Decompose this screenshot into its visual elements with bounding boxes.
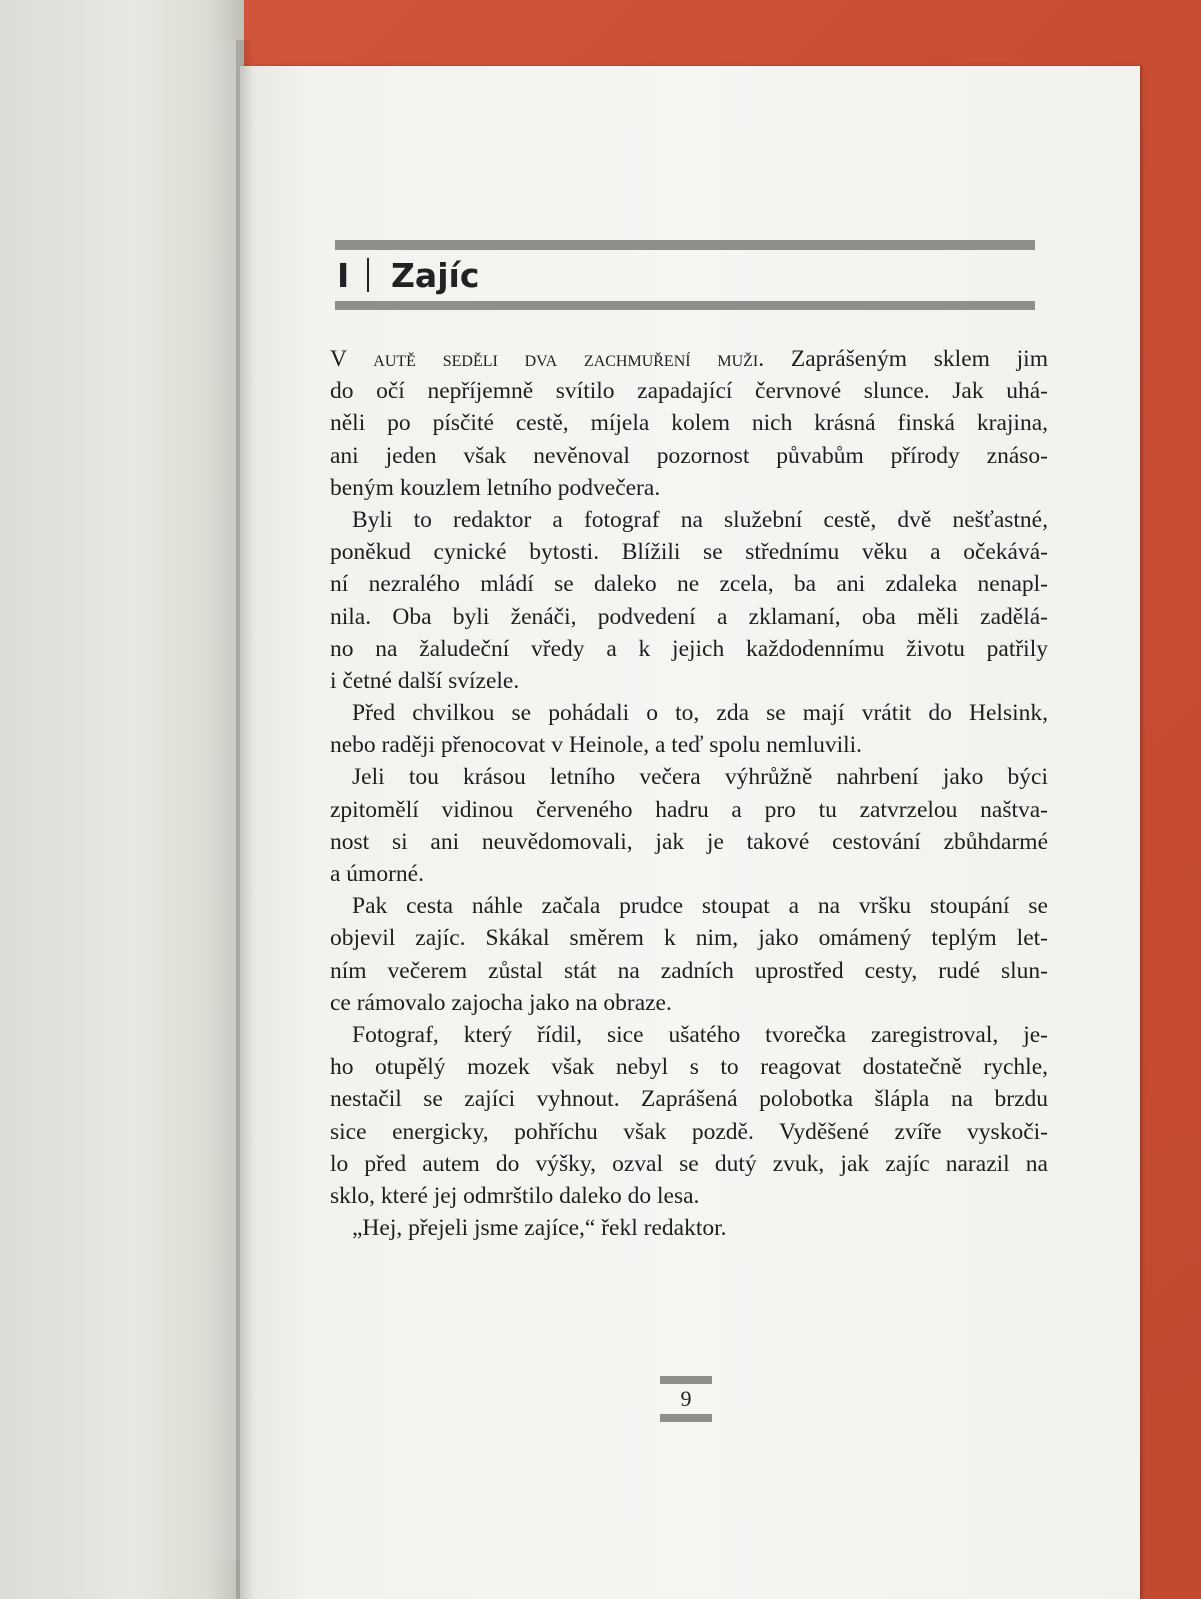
text-line: sklo, které jej odmrštilo daleko do lesa.	[330, 1182, 700, 1209]
text-line: zpitomělí vidinou červeného hadru a pro tu zatvrzelou naštva-	[330, 796, 1048, 823]
text-line: sice energicky, pohříchu však pozdě. Vyděšené zvíře vyskoči-	[330, 1118, 1048, 1145]
gutter-shadow	[236, 40, 254, 1599]
chapter-heading	[337, 250, 479, 300]
page-number-bar-bottom	[660, 1414, 712, 1422]
chapter-number: I	[337, 255, 350, 295]
opening-small-caps: V autě seděli dva zachmuření muži.	[330, 346, 765, 372]
text-line: do očí nepříjemně svítilo zapadající červnové slunce. Jak uhá-	[330, 378, 1048, 405]
text-line: ní nezralého mládí se daleko ne zcela, ba ani zdaleka nenapl-	[330, 571, 1048, 598]
text-line: Před chvilkou se pohádali o to, zda se mají vrátit do Helsink,	[352, 700, 1048, 727]
text-line: objevil zajíc. Skákal směrem k nim, jako omámený teplým let-	[330, 925, 1048, 952]
text-line: a úmorné.	[330, 861, 424, 887]
text-line: nost si ani neuvědomovali, jak je takové cestování zbůhdarmé	[330, 828, 1048, 855]
text-line: i četné další svízele.	[330, 667, 520, 694]
text-line-part: Zaprášeným sklem jim	[764, 346, 1048, 372]
page-number-block	[660, 1376, 712, 1422]
chapter-rule-bottom	[335, 301, 1035, 310]
text-line: beným kouzlem letního podvečera.	[330, 474, 661, 501]
text-line: ce rámovalo zajocha jako na obraze.	[330, 989, 672, 1016]
left-page	[0, 0, 244, 1599]
text-line: Jeli tou krásou letního večera výhrůžně nahrbení jako býci	[352, 764, 1048, 791]
text-line: poněkud cynické bytosti. Blížili se střednímu věku a očekává-	[330, 539, 1048, 566]
text-line: Pak cesta náhle začala prudce stoupat a na vršku stoupání se	[352, 893, 1048, 920]
chapter-body-text	[330, 343, 1048, 1244]
text-line: nebo raději přenocovat v Heinole, a teď spolu nemluvili.	[330, 732, 863, 759]
text-line: ním večerem zůstal stát na zadních uprostřed cesty, rudé slun-	[330, 957, 1048, 984]
chapter-separator	[367, 258, 369, 292]
page-number-bar-top	[660, 1376, 712, 1384]
text-line: „Hej, přejeli jsme zajíce,“ řekl redaktor.	[352, 1215, 727, 1242]
text-line: Byli to redaktor a fotograf na služební cestě, dvě nešťastné,	[352, 506, 1048, 533]
text-line: ho otupělý mozek však nebyl s to reagovat dostatečně rychle,	[330, 1054, 1048, 1081]
text-line: něli po písčité cestě, míjela kolem nich krásná finská krajina,	[330, 410, 1048, 437]
chapter-title: Zajíc	[391, 255, 480, 295]
chapter-rule-top	[335, 240, 1035, 250]
text-line: nestačil se zajíci vyhnout. Zaprášená polobotka šlápla na brzdu	[330, 1086, 1048, 1113]
text-line	[330, 343, 1048, 375]
page-number: 9	[680, 1386, 692, 1411]
text-line: nila. Oba byli ženáči, podvedení a zklamaní, oba měli zadělá-	[330, 603, 1048, 630]
text-line: lo před autem do výšky, ozval se dutý zvuk, jak zajíc narazil na	[330, 1150, 1048, 1177]
text-line: ani jeden však nevěnoval pozornost půvabům přírody znáso-	[330, 442, 1048, 469]
text-line: Fotograf, který řídil, sice ušatého tvorečka zaregistroval, je-	[352, 1021, 1048, 1048]
text-line: no na žaludeční vředy a k jejich každodennímu životu patřily	[330, 635, 1048, 662]
